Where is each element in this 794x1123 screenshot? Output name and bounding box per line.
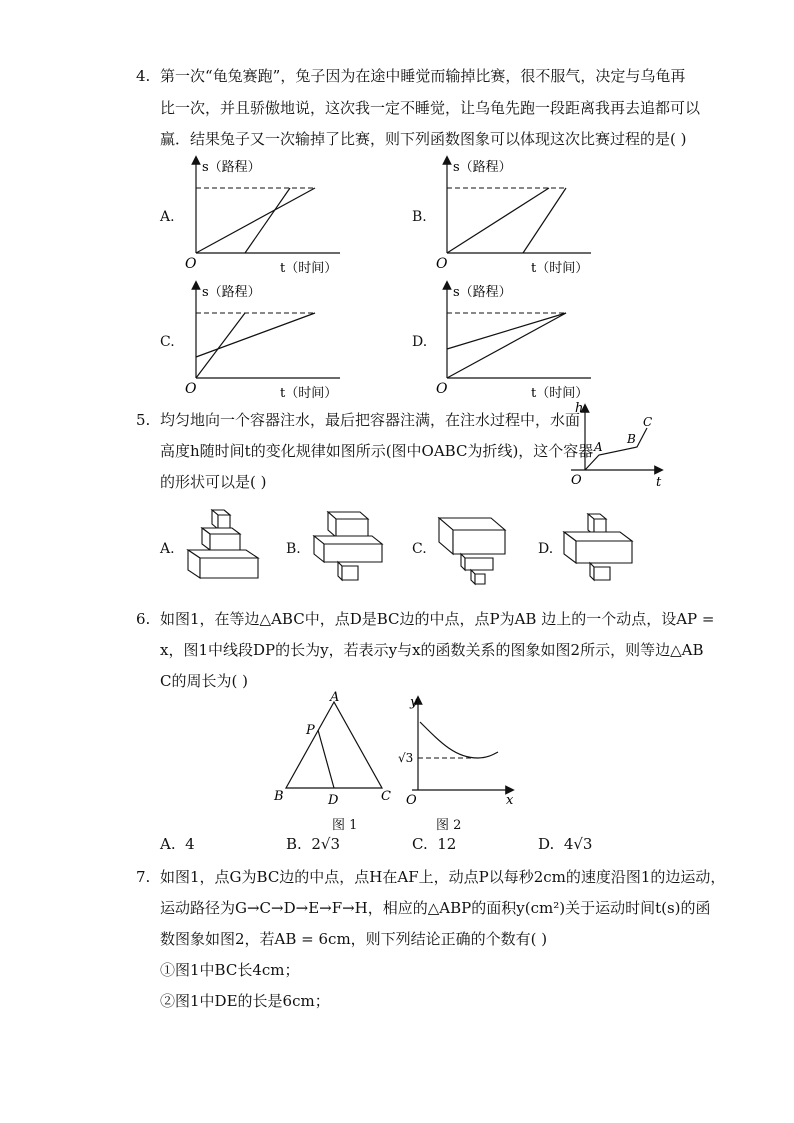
q6-line-1: 如图1，在等边△ABC中，点D是BC边的中点，点P为AB 边上的一个动点，设AP =: [160, 610, 715, 628]
y-label: s（路程）: [453, 285, 512, 300]
q6-fig2-caption: 图 2: [436, 818, 462, 833]
q5-container-d: [560, 508, 640, 590]
x-label: x: [506, 793, 514, 808]
q5-container-a: [184, 508, 264, 590]
x-label: t（时间）: [531, 261, 589, 276]
t-label: t: [656, 475, 662, 490]
q4-graph-a: [180, 155, 350, 280]
q5-line-3: 的形状可以是( ): [160, 473, 267, 491]
y-label: s（路程）: [453, 160, 512, 175]
q6-choice-a: [160, 834, 195, 854]
q4-graph-c: [180, 280, 350, 405]
vertex-b: B: [274, 789, 284, 804]
q7-line-1: 如图1，点G为BC边的中点，点H在AF上，动点P以每秒2cm的速度沿图1的边运动，: [160, 868, 726, 886]
rabbit-line: [196, 313, 245, 378]
q5-option-d: D.: [538, 541, 554, 557]
q5-option-a: A.: [160, 541, 175, 557]
q6-figure-2: [398, 692, 528, 812]
origin-label: O: [436, 381, 448, 397]
q5-line-2: 高度h随时间t的变化规律如图所示(图中OABC为折线)，这个容器: [160, 442, 594, 460]
q4-number: 4.: [136, 67, 151, 85]
q7-number: 7.: [136, 868, 151, 886]
y-label: s（路程）: [202, 160, 261, 175]
q4-option-c: C.: [160, 334, 175, 350]
q6-line-2: x，图1中线段DP的长为y，若表示y与x的函数关系的图象如图2所示，则等边△AB: [160, 641, 704, 659]
q5-line-1: 均匀地向一个容器注水，最后把容器注满，在注水过程中，水面: [160, 411, 581, 429]
q4-option-b: B.: [412, 209, 427, 225]
q6-fig1-caption: 图 1: [332, 818, 358, 833]
q5-graph: [563, 400, 673, 492]
choice-value: 2√3: [311, 835, 340, 853]
q4-graph-d: [431, 280, 601, 405]
choice-letter: B.: [286, 835, 302, 853]
x-label: t（时间）: [531, 386, 589, 401]
choice-letter: D.: [538, 835, 555, 853]
q7-line-3: 数图象如图2，若AB = 6cm，则下列结论正确的个数有( ): [160, 930, 548, 948]
q7-line-2: 运动路径为G→C→D→E→F→H，相应的△ABP的面积y(cm²)关于运动时间t(s)的函: [160, 899, 711, 917]
choice-value: 12: [437, 835, 457, 853]
vertex-c: C: [381, 789, 391, 804]
q5-option-b: B.: [286, 541, 301, 557]
y-label: y: [410, 695, 418, 710]
segment-dp: [318, 730, 334, 788]
q6-choice-c: [412, 834, 456, 854]
q6-figure-1: [270, 692, 400, 812]
triangle-abc: [286, 702, 382, 788]
tortoise-line: [447, 188, 549, 253]
point-c-label: C: [643, 415, 653, 429]
y-label: s（路程）: [202, 285, 261, 300]
q6-choice-b: [286, 834, 340, 854]
sqrt3-label: √3: [398, 751, 414, 765]
point-a-label: A: [594, 440, 603, 454]
rabbit-line: [523, 188, 566, 253]
origin-label: O: [571, 473, 582, 488]
x-label: t（时间）: [280, 261, 338, 276]
tortoise-line: [447, 313, 566, 349]
origin-label: O: [185, 381, 197, 397]
rabbit-line: [245, 188, 290, 253]
q4-line-3: 赢．结果兔子又一次输掉了比赛，则下列函数图象可以体现这次比赛过程的是( ): [160, 130, 687, 148]
tortoise-line: [196, 313, 315, 357]
q4-option-d: D.: [412, 334, 428, 350]
q6-line-3: C的周长为( ): [160, 672, 248, 690]
q4-line-1: 第一次“龟兔赛跑”，兔子因为在途中睡觉而输掉比赛，很不服气，决定与乌龟再: [160, 67, 686, 85]
q6-number: 6.: [136, 610, 151, 628]
curve: [420, 722, 498, 758]
q5-number: 5.: [136, 411, 151, 429]
choice-letter: A.: [160, 835, 176, 853]
point-p: P: [306, 723, 315, 738]
choice-letter: C.: [412, 835, 428, 853]
rabbit-line: [447, 313, 566, 378]
q5-container-b: [310, 508, 390, 590]
origin-label: O: [185, 256, 197, 272]
choice-value: 4√3: [563, 835, 593, 853]
point-d: D: [328, 793, 339, 808]
point-b-label: B: [627, 432, 636, 446]
q4-option-a: A.: [160, 209, 175, 225]
choice-value: 4: [185, 835, 195, 853]
q7-line-4: ①图1中BC长4cm；: [160, 961, 300, 979]
q4-line-2: 比一次，并且骄傲地说，这次我一定不睡觉，让乌龟先跑一段距离我再去追都可以: [160, 99, 701, 117]
h-label: h: [575, 401, 584, 416]
vertex-a: A: [330, 690, 340, 705]
q5-option-c: C.: [412, 541, 427, 557]
q5-container-c: [435, 508, 515, 590]
q4-graph-b: [431, 155, 601, 280]
q6-choice-d: [538, 834, 592, 854]
origin-label: O: [406, 793, 417, 808]
x-label: t（时间）: [280, 386, 338, 401]
q7-line-5: ②图1中DE的长是6cm；: [160, 992, 330, 1010]
origin-label: O: [436, 256, 448, 272]
tortoise-line: [196, 188, 315, 253]
